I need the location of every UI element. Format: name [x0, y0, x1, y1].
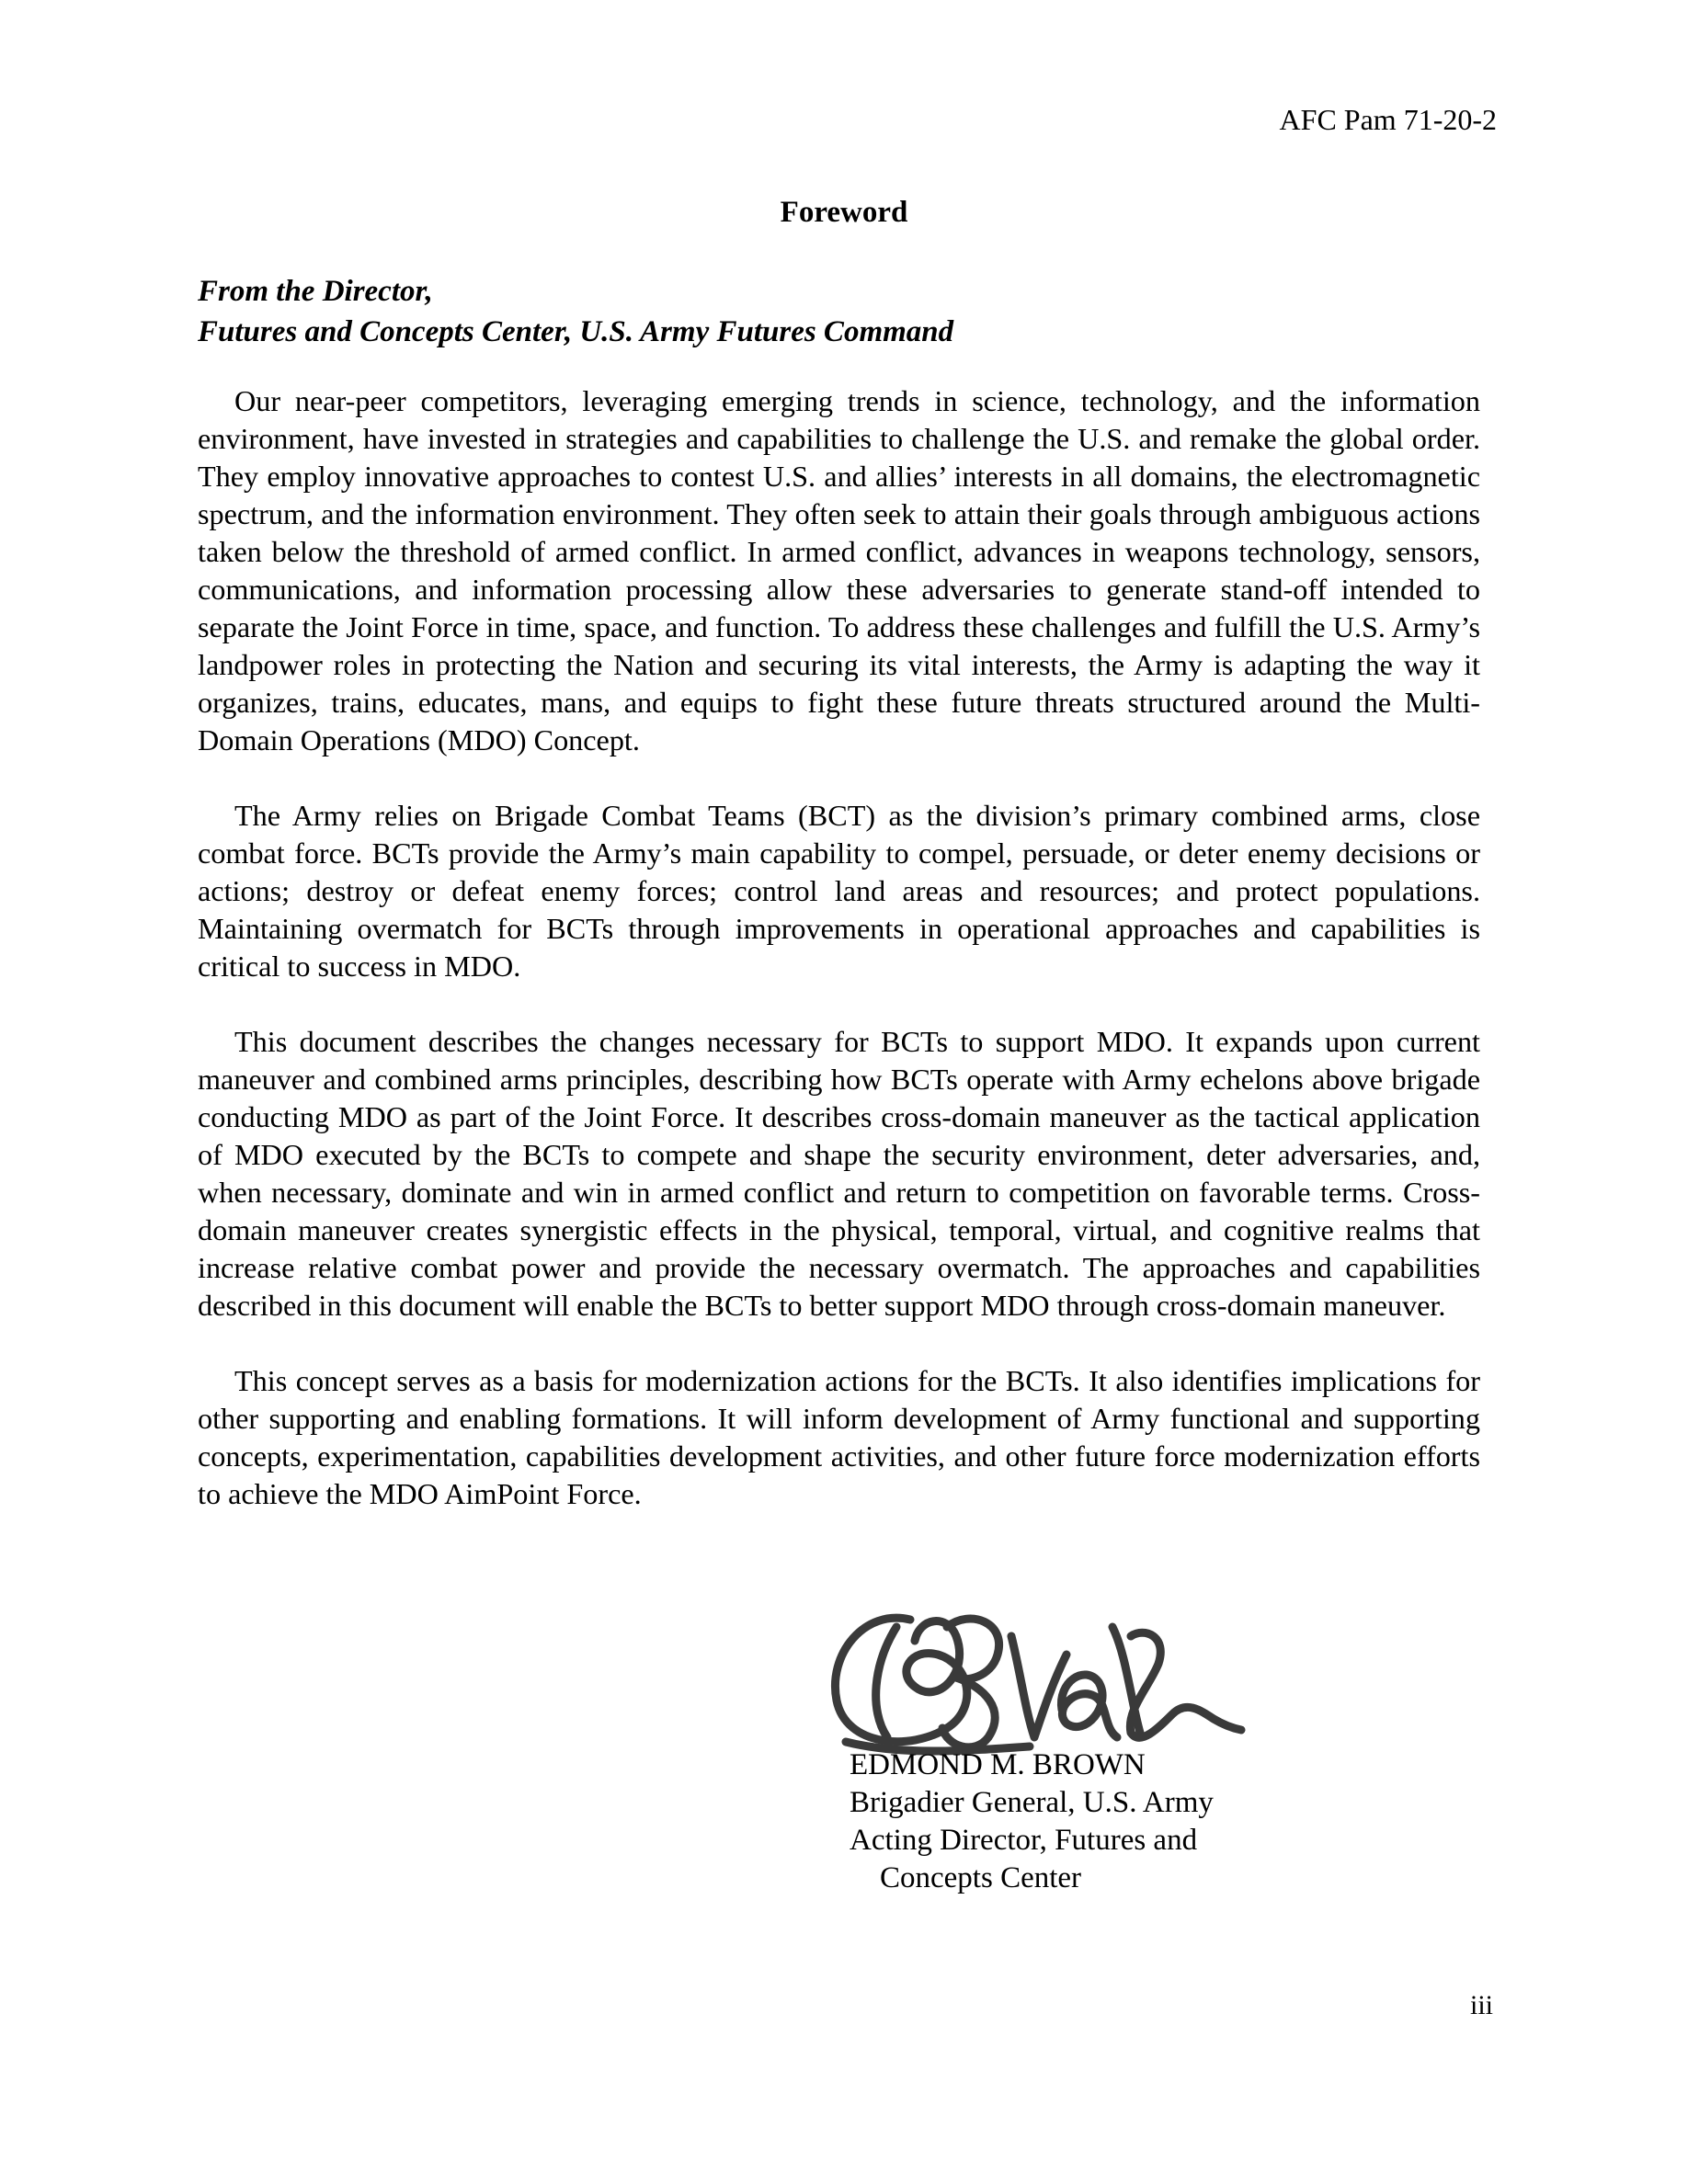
from-line-1: From the Director, — [198, 275, 433, 308]
from-line-2: Futures and Concepts Center, U.S. Army Futures Command — [198, 315, 954, 348]
from-block — [198, 271, 953, 352]
signature-block — [850, 1746, 1214, 1897]
paragraph-3: This document describes the changes necessary for BCTs to support MDO. It expands upon current maneuver and combined arms principles, describing how BCTs operate with Army echelons above brigade conducting MDO as part of the Joint Force. It describes cross-domain maneuver as the tactical application of MDO executed by the BCTs to compete and shape the security environment, deter adversaries, and, when necessary, dominate and win in armed conflict and return to competition on favorable terms. Cross-domain maneuver creates synergistic effects in the physical, temporal, virtual, and cognitive realms that increase relative combat power and provide the necessary overmatch. The approaches and capabilities described in this document will enable the BCTs to better support MDO through cross-domain maneuver. — [198, 1025, 1480, 1322]
page-number: iii — [1469, 1990, 1493, 2020]
signatory-position-line-1: Acting Director, Futures and — [850, 1824, 1198, 1857]
page-title: Foreword — [780, 196, 908, 229]
signatory-rank: Brigadier General, U.S. Army — [850, 1786, 1214, 1819]
signatory-position-line-2: Concepts Center — [880, 1861, 1082, 1894]
signatory-name: EDMOND M. BROWN — [850, 1748, 1146, 1781]
document-id: AFC Pam 71-20-2 — [1279, 103, 1497, 136]
paragraph-1: Our near-peer competitors, leveraging emerging trends in science, technology, and the information environment, have invested in strategies and capabilities to challenge the U.S. and remake the global order. They employ innovative approaches to contest U.S. and allies’ interests in all domains, the electromagnetic spectrum, and the information environment. They often seek to attain their goals through ambiguous actions taken below the threshold of armed conflict. In armed conflict, advances in weapons technology, sensors, communications, and information processing allow these adversaries to generate stand-off intended to separate the Joint Force in time, space, and function. To address these challenges and fulfill the U.S. Army’s landpower roles in protecting the Nation and securing its vital interests, the Army is adapting the way it organizes, trains, educates, mans, and equips to fight these future threats structured around the Multi-Domain Operations (MDO) Concept. — [198, 384, 1480, 756]
paragraph-4: This concept serves as a basis for modernization actions for the BCTs. It also identifies implications for other supporting and enabling formations. It will inform development of Army functional and supporting concepts, experimentation, capabilities development activities, and other future force modernization efforts to achieve the MDO AimPoint Force. — [198, 1364, 1480, 1510]
paragraph-2: The Army relies on Brigade Combat Teams (BCT) as the division’s primary combined arms, close combat force. BCTs provide the Army’s main capability to compel, persuade, or deter enemy decisions or actions; destroy or defeat enemy forces; control land areas and resources; and protect populations. Maintaining overmatch for BCTs through improvements in operational approaches and capabilities is critical to success in MDO. — [198, 799, 1480, 983]
foreword-body — [198, 382, 1480, 1551]
